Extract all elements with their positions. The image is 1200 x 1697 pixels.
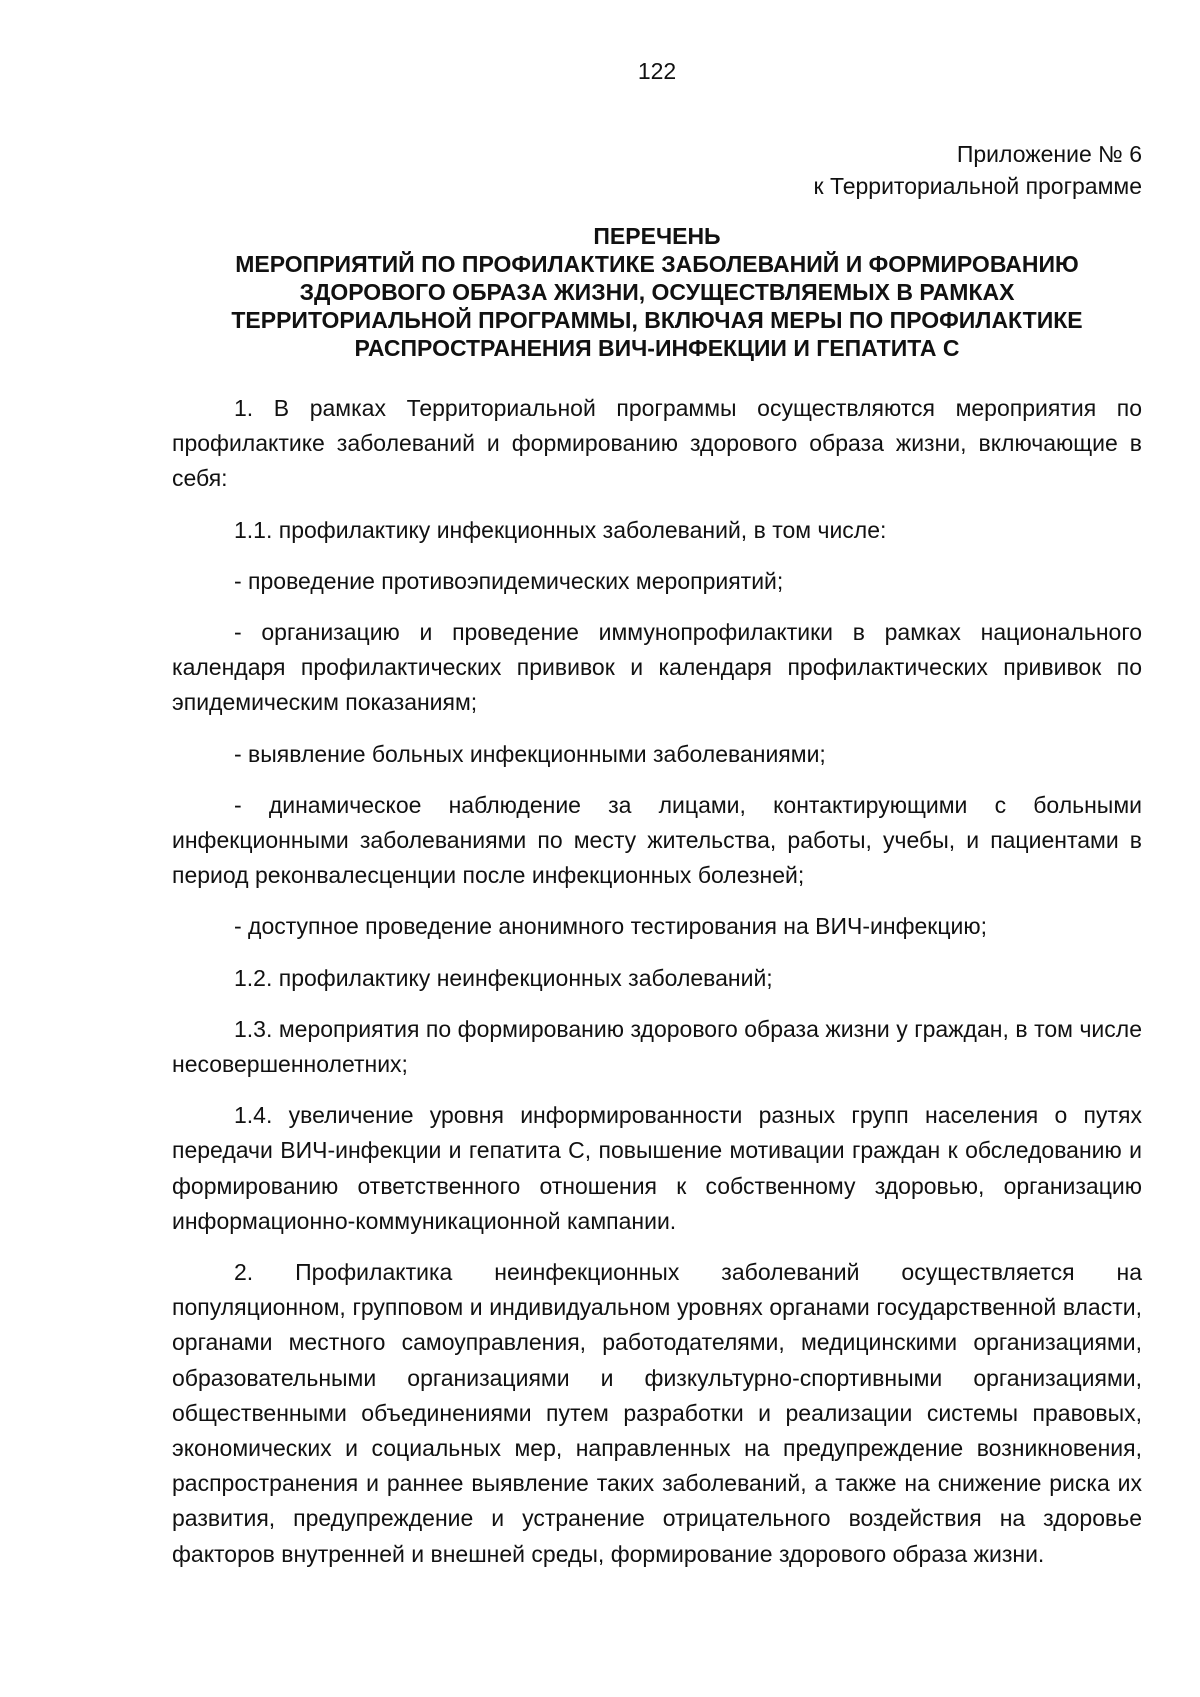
paragraph-1: 1. В рамках Территориальной программы осуществляются мероприятия по профилактике заболеваний и формированию здорового образа жизни, включающие в себя:: [172, 395, 1142, 492]
title-line-3: ЗДОРОВОГО ОБРАЗА ЖИЗНИ, ОСУЩЕСТВЛЯЕМЫХ В РАМКАХ: [299, 279, 1015, 305]
paragraph-2: 2. Профилактика неинфекционных заболеваний осуществляется на популяционном, групповом и индивидуальном уровнях органами государственной власти, органами местного самоуправления, работодателями, медицинскими организациями, образовательными организациями и физкультурно-спортивными организациями, общественными объединениями путем разработки и реализации системы правовых, экономических и социальных мер, направленных на предупреждение возникновения, распространения и раннее выявление таких заболеваний, а также на снижение риска их развития, предупреждение и устранение отрицательного воздействия на здоровье факторов внутренней и внешней среды, формирование здорового образа жизни.: [172, 1259, 1142, 1567]
list-item-immunization: - организацию и проведение иммунопрофилактики в рамках национального календаря профилактических прививок и календаря профилактических прививок по эпидемическим показаниям;: [172, 619, 1142, 716]
paragraph-1-1: 1.1. профилактику инфекционных заболеваний, в том числе:: [234, 516, 887, 543]
document-body: [172, 391, 1142, 1588]
document-page: [172, 0, 1142, 1697]
paragraph-1-2: 1.2. профилактику неинфекционных заболеваний;: [234, 964, 773, 991]
page-number: 122: [637, 58, 677, 84]
appendix-number: Приложение № 6: [956, 141, 1142, 167]
list-item-detection: - выявление больных инфекционными заболеваниями;: [234, 740, 826, 767]
paragraph-1-4: 1.4. увеличение уровня информированности разных групп населения о путях передачи ВИЧ-инфекции и гепатита С, повышение мотивации граждан к обследованию и формированию ответственного отношения к собственному здоровью, организацию информационно-коммуникационной кампании.: [172, 1102, 1142, 1234]
title-line-4: ТЕРРИТОРИАЛЬНОЙ ПРОГРАММЫ, ВКЛЮЧАЯ МЕРЫ ПО ПРОФИЛАКТИКЕ: [231, 307, 1083, 333]
list-item-monitoring: - динамическое наблюдение за лицами, контактирующими с больными инфекционными заболеваниями по месту жительства, работы, учебы, и пациентами в период реконвалесценции после инфекционных болезней;: [172, 791, 1142, 889]
list-item-antiepidemic: - проведение противоэпидемических мероприятий;: [234, 567, 784, 594]
list-item-hiv-testing: - доступное проведение анонимного тестирования на ВИЧ-инфекцию;: [234, 913, 988, 940]
appendix-reference: к Территориальной программе: [813, 173, 1142, 199]
title-line-5: РАСПРОСТРАНЕНИЯ ВИЧ-ИНФЕКЦИИ И ГЕПАТИТА С: [354, 335, 960, 361]
document-title: [172, 222, 1142, 362]
title-line-2: МЕРОПРИЯТИЙ ПО ПРОФИЛАКТИКЕ ЗАБОЛЕВАНИЙ И ФОРМИРОВАНИЮ: [235, 251, 1079, 277]
appendix-header: [172, 138, 1142, 202]
paragraph-1-3: 1.3. мероприятия по формированию здорового образа жизни у граждан, в том числе несовершеннолетних;: [172, 1015, 1142, 1078]
title-line-1: ПЕРЕЧЕНЬ: [593, 223, 721, 249]
